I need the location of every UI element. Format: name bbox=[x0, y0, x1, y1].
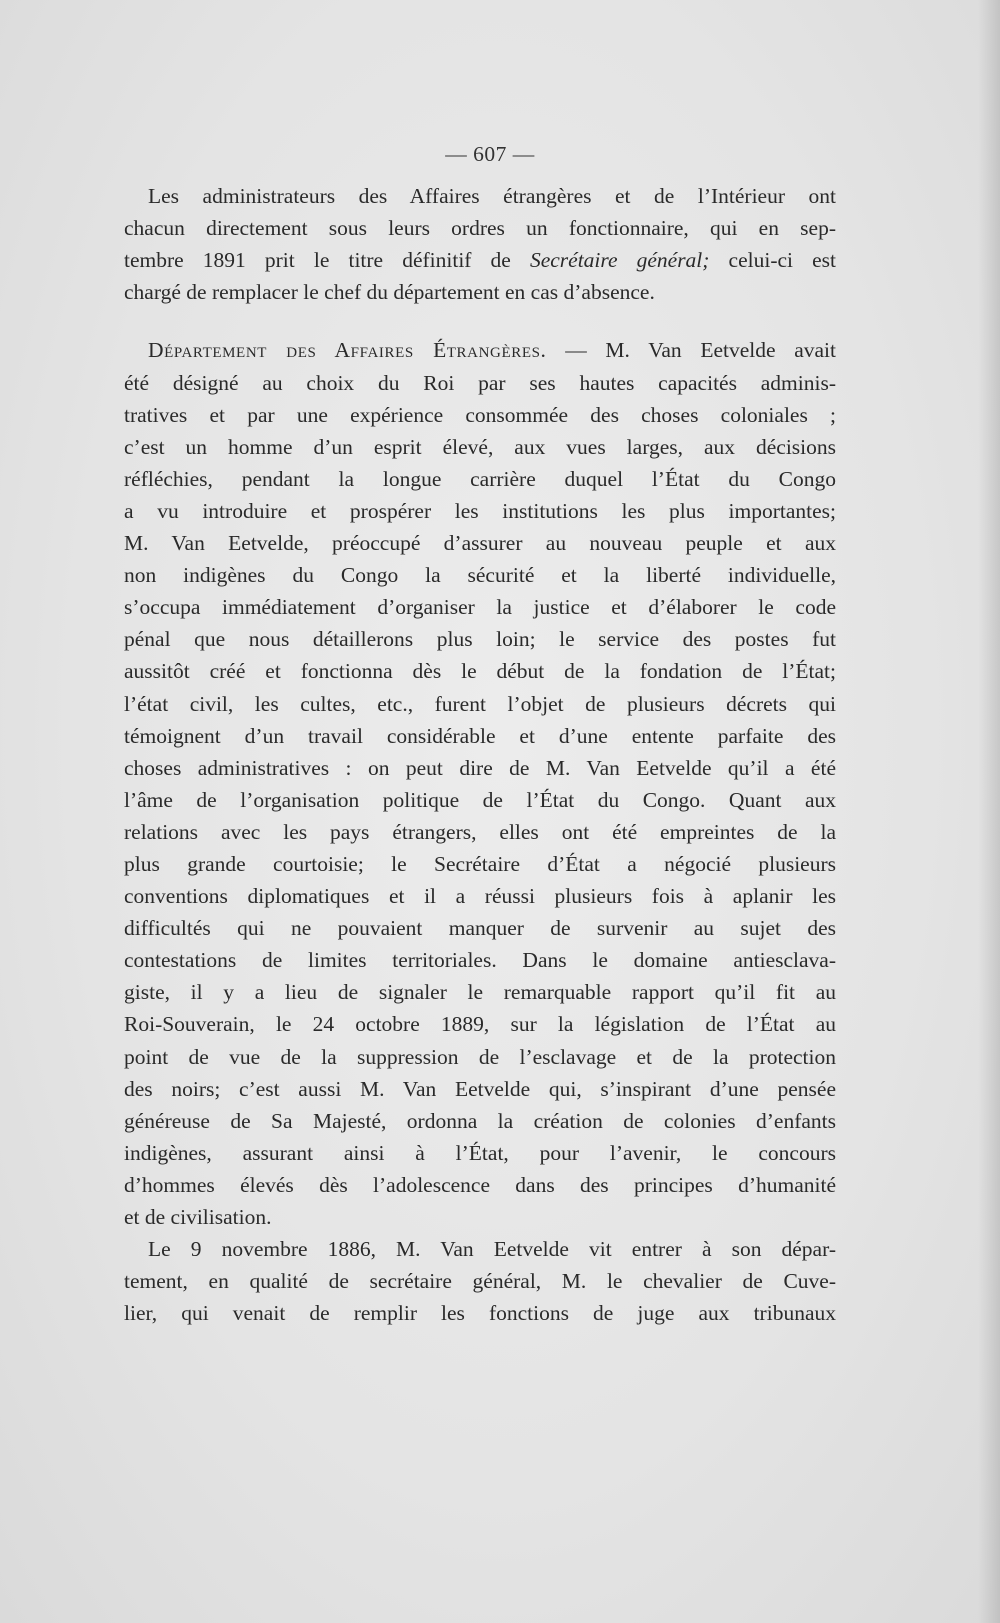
paragraph-2-line: non indigènes du Congo la sécurité et la liberté individuelle, bbox=[124, 563, 836, 588]
paragraph-2-line: réfléchies, pendant la longue carrière duquel l’État du Congo bbox=[124, 466, 836, 491]
paragraph-1 bbox=[124, 180, 836, 308]
paragraph-2-line: l’état civil, les cultes, etc., furent l’objet de plusieurs décrets qui bbox=[124, 691, 836, 716]
paragraph-2-heading-line bbox=[124, 334, 836, 366]
paragraph-2-line: indigènes, assurant ainsi à l’État, pour l’avenir, le concours bbox=[124, 1140, 836, 1165]
page-edge-shadow bbox=[978, 0, 1000, 1623]
paragraph-2-line: généreuse de Sa Majesté, ordonna la création de colonies d’enfants bbox=[124, 1108, 836, 1133]
paragraph-3-line: tement, en qualité de secrétaire général, M. le chevalier de Cuve- bbox=[124, 1269, 836, 1294]
paragraph-2-line: contestations de limites territoriales. Dans le domaine antiesclava- bbox=[124, 948, 836, 973]
paragraph-2-line: s’occupa immédiatement d’organiser la justice et d’élaborer le code bbox=[124, 595, 836, 620]
paragraph-1-line: chargé de remplacer le chef du département en cas d’absence. bbox=[124, 280, 655, 305]
paragraph-2-line: été désigné au choix du Roi par ses hautes capacités adminis- bbox=[124, 370, 836, 395]
paragraph-2-line: Roi-Souverain, le 24 octobre 1889, sur la législation de l’État au bbox=[124, 1012, 836, 1037]
paragraph-2-line: giste, il y a lieu de signaler le remarquable rapport qu’il fit au bbox=[124, 980, 836, 1005]
paragraph-3-line: Le 9 novembre 1886, M. Van Eetvelde vit entrer à son dépar- bbox=[148, 1237, 836, 1262]
paragraph-2-line: témoignent d’un travail considérable et d’une entente parfaite des bbox=[124, 723, 836, 748]
text-run: celui-ci est bbox=[709, 248, 836, 273]
paragraph-1-line: Les administrateurs des Affaires étrangères et de l’Intérieur ont bbox=[148, 184, 836, 209]
paragraph-2-line: et de civilisation. bbox=[124, 1205, 272, 1229]
text-run: — M. Van Eetvelde avait bbox=[546, 338, 836, 363]
paragraph-2-line: des noirs; c’est aussi M. Van Eetvelde qui, s’inspirant d’une pensée bbox=[124, 1076, 836, 1101]
page-number: — 607 — bbox=[445, 142, 535, 166]
paragraph-2-line: d’hommes élevés dès l’adolescence dans des principes d’humanité bbox=[124, 1172, 836, 1197]
paragraph-2-line: aussitôt créé et fonctionna dès le début de la fondation de l’État; bbox=[124, 659, 836, 684]
paragraph-1-line bbox=[124, 244, 836, 276]
paragraph-2-line: a vu introduire et prospérer les institutions les plus importantes; bbox=[124, 498, 836, 523]
italic-title: Secrétaire général; bbox=[529, 248, 710, 273]
paragraph-2-line: M. Van Eetvelde, préoccupé d’assurer au nouveau peuple et aux bbox=[124, 531, 836, 556]
paragraph-2-line: difficultés qui ne pouvaient manquer de survenir au sujet des bbox=[124, 916, 836, 941]
paragraph-2-line: l’âme de l’organisation politique de l’État du Congo. Quant aux bbox=[124, 787, 836, 812]
paragraph-3 bbox=[124, 1233, 836, 1329]
paragraph-2 bbox=[124, 334, 836, 1233]
section-heading: Département des Affaires Étrangères. bbox=[148, 338, 547, 363]
paragraph-2-line: conventions diplomatiques et il a réussi plusieurs fois à aplanir les bbox=[124, 884, 836, 909]
paragraph-2-line: tratives et par une expérience consommée des choses coloniales ; bbox=[124, 402, 836, 427]
paragraph-2-line: c’est un homme d’un esprit élevé, aux vues larges, aux décisions bbox=[124, 434, 836, 459]
paragraph-2-line: pénal que nous détaillerons plus loin; le service des postes fut bbox=[124, 627, 836, 652]
paragraph-1-line: chacun directement sous leurs ordres un fonctionnaire, qui en sep- bbox=[124, 216, 836, 241]
paragraph-2-line: plus grande courtoisie; le Secrétaire d’État a négocié plusieurs bbox=[124, 851, 836, 876]
paragraph-2-line: relations avec les pays étrangers, elles ont été empreintes de la bbox=[124, 819, 836, 844]
paragraph-3-line: lier, qui venait de remplir les fonctions de juge aux tribunaux bbox=[124, 1301, 836, 1326]
paragraph-2-line: choses administratives : on peut dire de M. Van Eetvelde qu’il a été bbox=[124, 755, 836, 780]
text-run: tembre 1891 prit le titre définitif de bbox=[124, 248, 530, 273]
paragraph-2-line: point de vue de la suppression de l’esclavage et de la protection bbox=[124, 1044, 836, 1069]
paragraph-spacer bbox=[124, 308, 836, 334]
page-text bbox=[124, 138, 836, 1329]
